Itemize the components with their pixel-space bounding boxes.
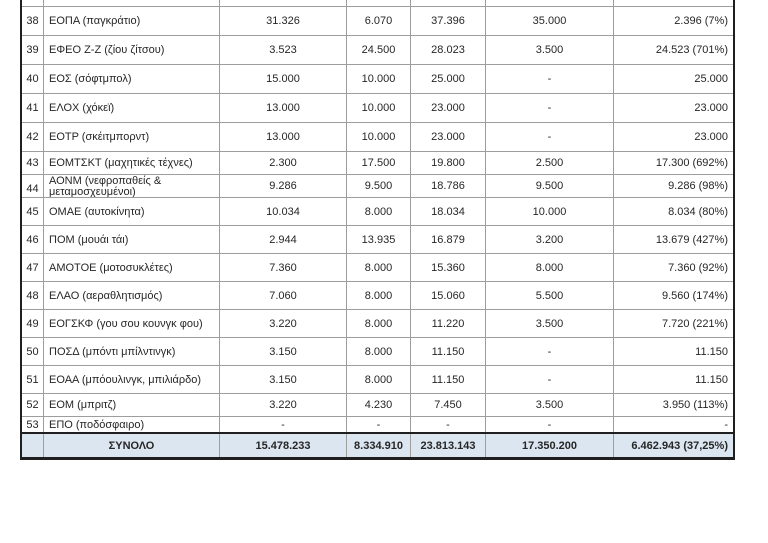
row-number-cell: 46 bbox=[22, 226, 44, 253]
row-number-cell: 52 bbox=[22, 394, 44, 416]
value-cell: 10.000 bbox=[347, 94, 411, 122]
value-cell: 24.500 bbox=[347, 36, 411, 64]
value-cell: 31.326 bbox=[220, 7, 347, 35]
table-row bbox=[22, 7, 733, 36]
federation-name-cell: ΕΛΑΟ (αεραθλητισμός) bbox=[44, 282, 220, 309]
value-cell: 18.786 bbox=[411, 175, 486, 197]
row-number-cell: 47 bbox=[22, 254, 44, 281]
federation-name-cell: ΠΟΜ (μουάι τάι) bbox=[44, 226, 220, 253]
value-cell: 2.500 bbox=[486, 152, 614, 174]
difference-cell: 3.950 (113%) bbox=[662, 399, 728, 411]
value-cell: - bbox=[486, 366, 614, 393]
total-value-cell: 15.478.233 bbox=[220, 434, 347, 457]
difference-cell: 24.523 (701%) bbox=[655, 44, 728, 56]
value-cell: 5.500 bbox=[486, 282, 614, 309]
difference-cell: - bbox=[724, 418, 728, 431]
difference-cell: 8.034 (80%) bbox=[668, 205, 728, 218]
federation-name-cell: ΑΟΝΜ (νεφροπαθείς & μεταμοσχευμένοι) bbox=[44, 175, 220, 197]
value-cell: - bbox=[486, 338, 614, 365]
value-cell: 28.023 bbox=[411, 36, 486, 64]
federation-name-cell: ΕΟΜΤΣΚΤ (μαχητικές τέχνες) bbox=[44, 152, 220, 174]
value-cell: 23.000 bbox=[411, 94, 486, 122]
value-cell: - bbox=[411, 417, 486, 432]
row-number-cell: 43 bbox=[22, 152, 44, 174]
value-cell: 3.220 bbox=[220, 394, 347, 416]
value-cell bbox=[347, 0, 411, 6]
table-row bbox=[22, 338, 733, 366]
table-row bbox=[22, 175, 733, 198]
row-number-cell: 42 bbox=[22, 123, 44, 151]
value-cell: 8.000 bbox=[347, 198, 411, 225]
total-value-cell: 17.350.200 bbox=[486, 434, 614, 457]
federation-name-cell: ΕΦΕΟ Ζ-Ζ (ζίου ζίτσου) bbox=[44, 36, 220, 64]
table-row bbox=[22, 123, 733, 152]
table-row-partial bbox=[22, 0, 733, 7]
value-cell: 13.935 bbox=[347, 226, 411, 253]
value-cell: 8.000 bbox=[486, 254, 614, 281]
value-cell: - bbox=[220, 417, 347, 432]
row-number-cell bbox=[22, 434, 44, 457]
federation-name-cell: ΕΛΟΧ (χόκεϊ) bbox=[44, 94, 220, 122]
difference-cell: 25.000 bbox=[694, 73, 728, 85]
funding-table bbox=[20, 0, 735, 460]
value-cell: 2.944 bbox=[220, 226, 347, 253]
total-label: ΣΥΝΟΛΟ bbox=[44, 434, 220, 457]
federation-name-cell: ΟΜΑΕ (αυτοκίνητα) bbox=[44, 198, 220, 225]
value-cell: 8.000 bbox=[347, 282, 411, 309]
row-number-cell: 39 bbox=[22, 36, 44, 64]
value-cell: 23.000 bbox=[411, 123, 486, 151]
value-cell: 4.230 bbox=[347, 394, 411, 416]
value-cell: - bbox=[486, 65, 614, 93]
table-row bbox=[22, 366, 733, 394]
value-cell bbox=[486, 0, 614, 6]
value-cell: - bbox=[486, 123, 614, 151]
table-row bbox=[22, 226, 733, 254]
federation-name-cell: ΕΟΓΣΚΦ (γου σου κουνγκ φου) bbox=[44, 310, 220, 337]
value-cell: 17.500 bbox=[347, 152, 411, 174]
federation-name-cell: ΕΟΠΑ (παγκράτιο) bbox=[44, 7, 220, 35]
difference-cell bbox=[614, 0, 733, 6]
table-row bbox=[22, 94, 733, 123]
value-cell: 3.500 bbox=[486, 394, 614, 416]
row-number-cell bbox=[22, 0, 44, 6]
table-row bbox=[22, 36, 733, 65]
row-number-cell: 51 bbox=[22, 366, 44, 393]
table-row bbox=[22, 198, 733, 226]
difference-cell: 17.300 (692%) bbox=[655, 157, 728, 169]
value-cell: 15.000 bbox=[220, 65, 347, 93]
value-cell: 6.070 bbox=[347, 7, 411, 35]
value-cell: 15.360 bbox=[411, 254, 486, 281]
value-cell: 18.034 bbox=[411, 198, 486, 225]
federation-name-cell: ΕΟΑΑ (μπόουλινγκ, μπιλιάρδο) bbox=[44, 366, 220, 393]
row-number-cell: 53 bbox=[22, 417, 44, 432]
value-cell: 11.150 bbox=[411, 338, 486, 365]
value-cell: - bbox=[486, 417, 614, 432]
value-cell: 3.500 bbox=[486, 36, 614, 64]
difference-cell: 23.000 bbox=[694, 102, 728, 114]
value-cell: 8.000 bbox=[347, 338, 411, 365]
federation-name-cell bbox=[44, 0, 220, 6]
difference-cell: 7.360 (92%) bbox=[668, 261, 728, 274]
federation-name-cell: ΕΟΜ (μπριτζ) bbox=[44, 394, 220, 416]
value-cell: 16.879 bbox=[411, 226, 486, 253]
row-number-cell: 38 bbox=[22, 7, 44, 35]
total-value-cell: 8.334.910 bbox=[347, 434, 411, 457]
table-row bbox=[22, 394, 733, 417]
value-cell: 2.300 bbox=[220, 152, 347, 174]
table-row bbox=[22, 310, 733, 338]
row-number-cell: 40 bbox=[22, 65, 44, 93]
value-cell: 3.523 bbox=[220, 36, 347, 64]
table-total-row bbox=[22, 432, 733, 457]
value-cell: 10.034 bbox=[220, 198, 347, 225]
value-cell: 3.220 bbox=[220, 310, 347, 337]
value-cell: 13.000 bbox=[220, 123, 347, 151]
difference-cell: 11.150 bbox=[695, 345, 728, 358]
value-cell: 19.800 bbox=[411, 152, 486, 174]
value-cell: 11.220 bbox=[411, 310, 486, 337]
value-cell: 9.500 bbox=[347, 175, 411, 197]
value-cell: 3.150 bbox=[220, 366, 347, 393]
table-body bbox=[22, 7, 733, 432]
federation-name-cell: ΑΜΟΤΟΕ (μοτοσυκλέτες) bbox=[44, 254, 220, 281]
row-number-cell: 49 bbox=[22, 310, 44, 337]
value-cell: 7.060 bbox=[220, 282, 347, 309]
value-cell: 8.000 bbox=[347, 310, 411, 337]
value-cell: 10.000 bbox=[486, 198, 614, 225]
value-cell: 15.060 bbox=[411, 282, 486, 309]
table-row bbox=[22, 152, 733, 175]
value-cell: 13.000 bbox=[220, 94, 347, 122]
value-cell: 7.450 bbox=[411, 394, 486, 416]
value-cell bbox=[220, 0, 347, 6]
value-cell: 8.000 bbox=[347, 366, 411, 393]
value-cell: 3.150 bbox=[220, 338, 347, 365]
table-row bbox=[22, 254, 733, 282]
total-difference-cell: 6.462.943 (37,25%) bbox=[631, 439, 728, 452]
difference-cell: 7.720 (221%) bbox=[661, 317, 728, 330]
federation-name-cell: ΕΠΟ (ποδόσφαιρο) bbox=[44, 417, 220, 432]
row-number-cell: 45 bbox=[22, 198, 44, 225]
total-value-cell: 23.813.143 bbox=[411, 434, 486, 457]
value-cell: 10.000 bbox=[347, 123, 411, 151]
value-cell: 10.000 bbox=[347, 65, 411, 93]
value-cell: 35.000 bbox=[486, 7, 614, 35]
difference-cell: 23.000 bbox=[694, 131, 728, 143]
federation-name-cell: ΠΟΣΔ (μπόντι μπίλντινγκ) bbox=[44, 338, 220, 365]
value-cell: 3.200 bbox=[486, 226, 614, 253]
difference-cell: 9.286 (98%) bbox=[668, 180, 728, 192]
row-number-cell: 48 bbox=[22, 282, 44, 309]
difference-cell: 13.679 (427%) bbox=[655, 233, 728, 246]
value-cell: 11.150 bbox=[411, 366, 486, 393]
difference-cell: 11.150 bbox=[695, 373, 728, 386]
table-row bbox=[22, 282, 733, 310]
federation-name-cell: ΕΟΣ (σόφτμπολ) bbox=[44, 65, 220, 93]
value-cell: 9.500 bbox=[486, 175, 614, 197]
row-number-cell: 41 bbox=[22, 94, 44, 122]
difference-cell: 9.560 (174%) bbox=[661, 289, 728, 302]
value-cell: 3.500 bbox=[486, 310, 614, 337]
difference-cell: 2.396 (7%) bbox=[674, 15, 728, 27]
value-cell: 37.396 bbox=[411, 7, 486, 35]
value-cell: 7.360 bbox=[220, 254, 347, 281]
table-row bbox=[22, 65, 733, 94]
value-cell: - bbox=[347, 417, 411, 432]
table-row bbox=[22, 417, 733, 432]
value-cell: 25.000 bbox=[411, 65, 486, 93]
row-number-cell: 44 bbox=[22, 175, 44, 197]
value-cell bbox=[411, 0, 486, 6]
value-cell: 9.286 bbox=[220, 175, 347, 197]
federation-name-cell: ΕΟΤΡ (σκέιτμπορντ) bbox=[44, 123, 220, 151]
value-cell: - bbox=[486, 94, 614, 122]
row-number-cell: 50 bbox=[22, 338, 44, 365]
value-cell: 8.000 bbox=[347, 254, 411, 281]
